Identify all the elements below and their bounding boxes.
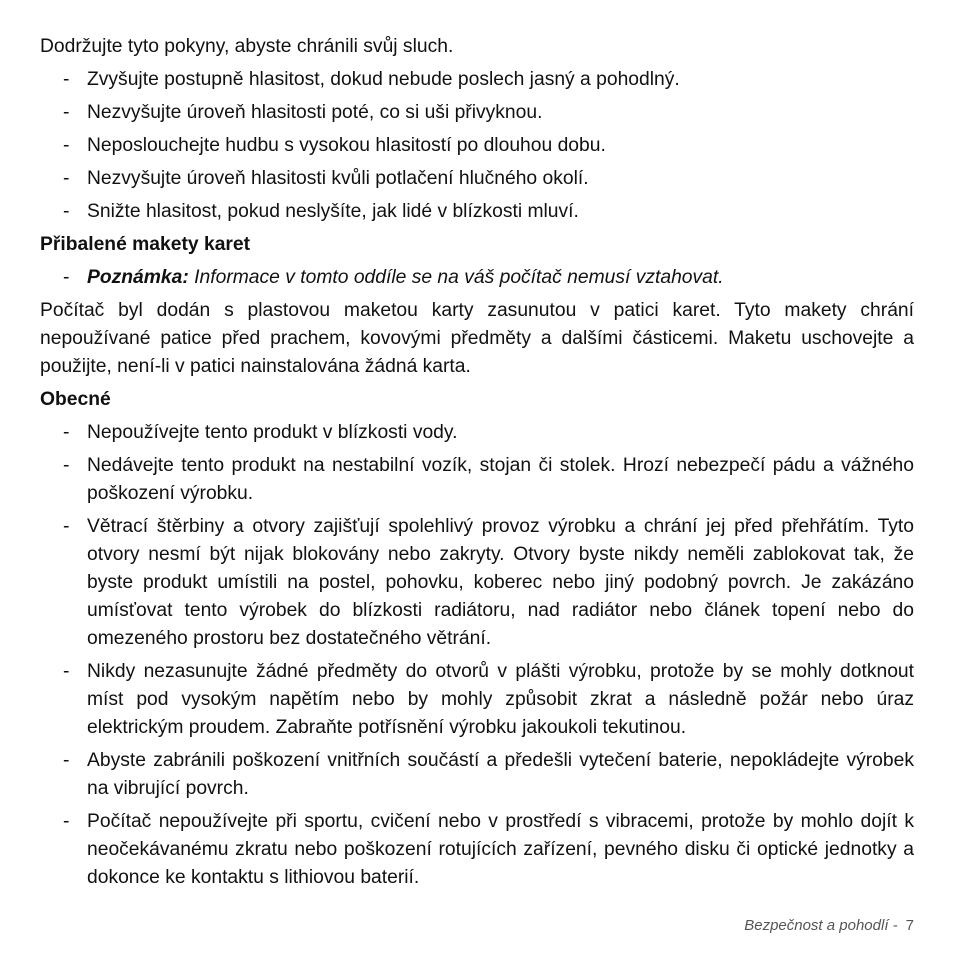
page-number: 7 [905,917,914,934]
list-item: - Nezvyšujte úroveň hlasitosti poté, co si uši přivyknou. [63,102,543,123]
list-item: - Zvyšujte postupně hlasitost, dokud nebude poslech jasný a pohodlný. [63,69,680,90]
list-item: - Nikdy nezasunujte žádné předměty do otvorů v plášti výrobku, protože by se mohly dotknout míst pod vysokým napětím nebo by mohly způsobit zkrat a následně požár nebo úraz elektrickým proudem. Zabraňte potřísnění výrobku jakoukoli tekutinou. [63,661,914,738]
section-heading-cards: Přibalené makety karet [40,234,251,255]
footer-section-title: Bezpečnost a pohodlí - [744,917,898,934]
document-page [40,33,914,897]
list-item: - Nezvyšujte úroveň hlasitosti kvůli potlačení hlučného okolí. [63,168,589,189]
note-label: Poznámka: [87,267,189,288]
section-heading-general: Obecné [40,389,111,410]
list-item: - Abyste zabránili poškození vnitřních součástí a předešli vytečení baterie, nepokládejte výrobek na vibrující povrch. [63,750,914,799]
list-item: - Nedávejte tento produkt na nestabilní vozík, stojan či stolek. Hrozí nebezpečí pádu a vážného poškození výrobku. [63,455,914,504]
note-text: Informace v tomto oddíle se na váš počítač nemusí vztahovat. [194,267,724,288]
cards-body: Počítač byl dodán s plastovou maketou karty zasunutou v patici karet. Tyto makety chrání nepoužívané patice před prachem, kovovými předměty a dalšími částicemi. Maketu uschovejte a použijte, není-li v patici nainstalována žádná karta. [40,300,914,377]
list-item: - Větrací štěrbiny a otvory zajišťují spolehlivý provoz výrobku a chrání jej před přehřátím. Tyto otvory nesmí být nijak blokovány nebo zakryty. Otvory byste nikdy neměli zablokovat tak, že byste produkt umístili na postel, pohovku, koberec nebo jiný podobný povrch. Je zakázáno umísťovat tento výrobek do blízkosti radiátoru, nad radiátor nebo článek topení nebo do omezeného prostoru bez dostatečného větrání. [63,516,914,649]
note-item: - Poznámka: Informace v tomto oddíle se na váš počítač nemusí vztahovat. [63,267,724,288]
list-item: - Nepoužívejte tento produkt v blízkosti vody. [63,422,458,443]
page-footer [744,917,914,934]
hearing-intro: Dodržujte tyto pokyny, abyste chránili svůj sluch. [40,36,454,57]
list-item: - Počítač nepoužívejte při sportu, cvičení nebo v prostředí s vibracemi, protože by mohlo dojít k neočekávanému zkratu nebo poškození rotujících zařízení, pevného disku či optické jednotky a dokonce ke kontaktu s lithiovou baterií. [63,811,914,888]
list-item: - Neposlouchejte hudbu s vysokou hlasitostí po dlouhou dobu. [63,135,606,156]
list-item: - Snižte hlasitost, pokud neslyšíte, jak lidé v blízkosti mluví. [63,201,579,222]
